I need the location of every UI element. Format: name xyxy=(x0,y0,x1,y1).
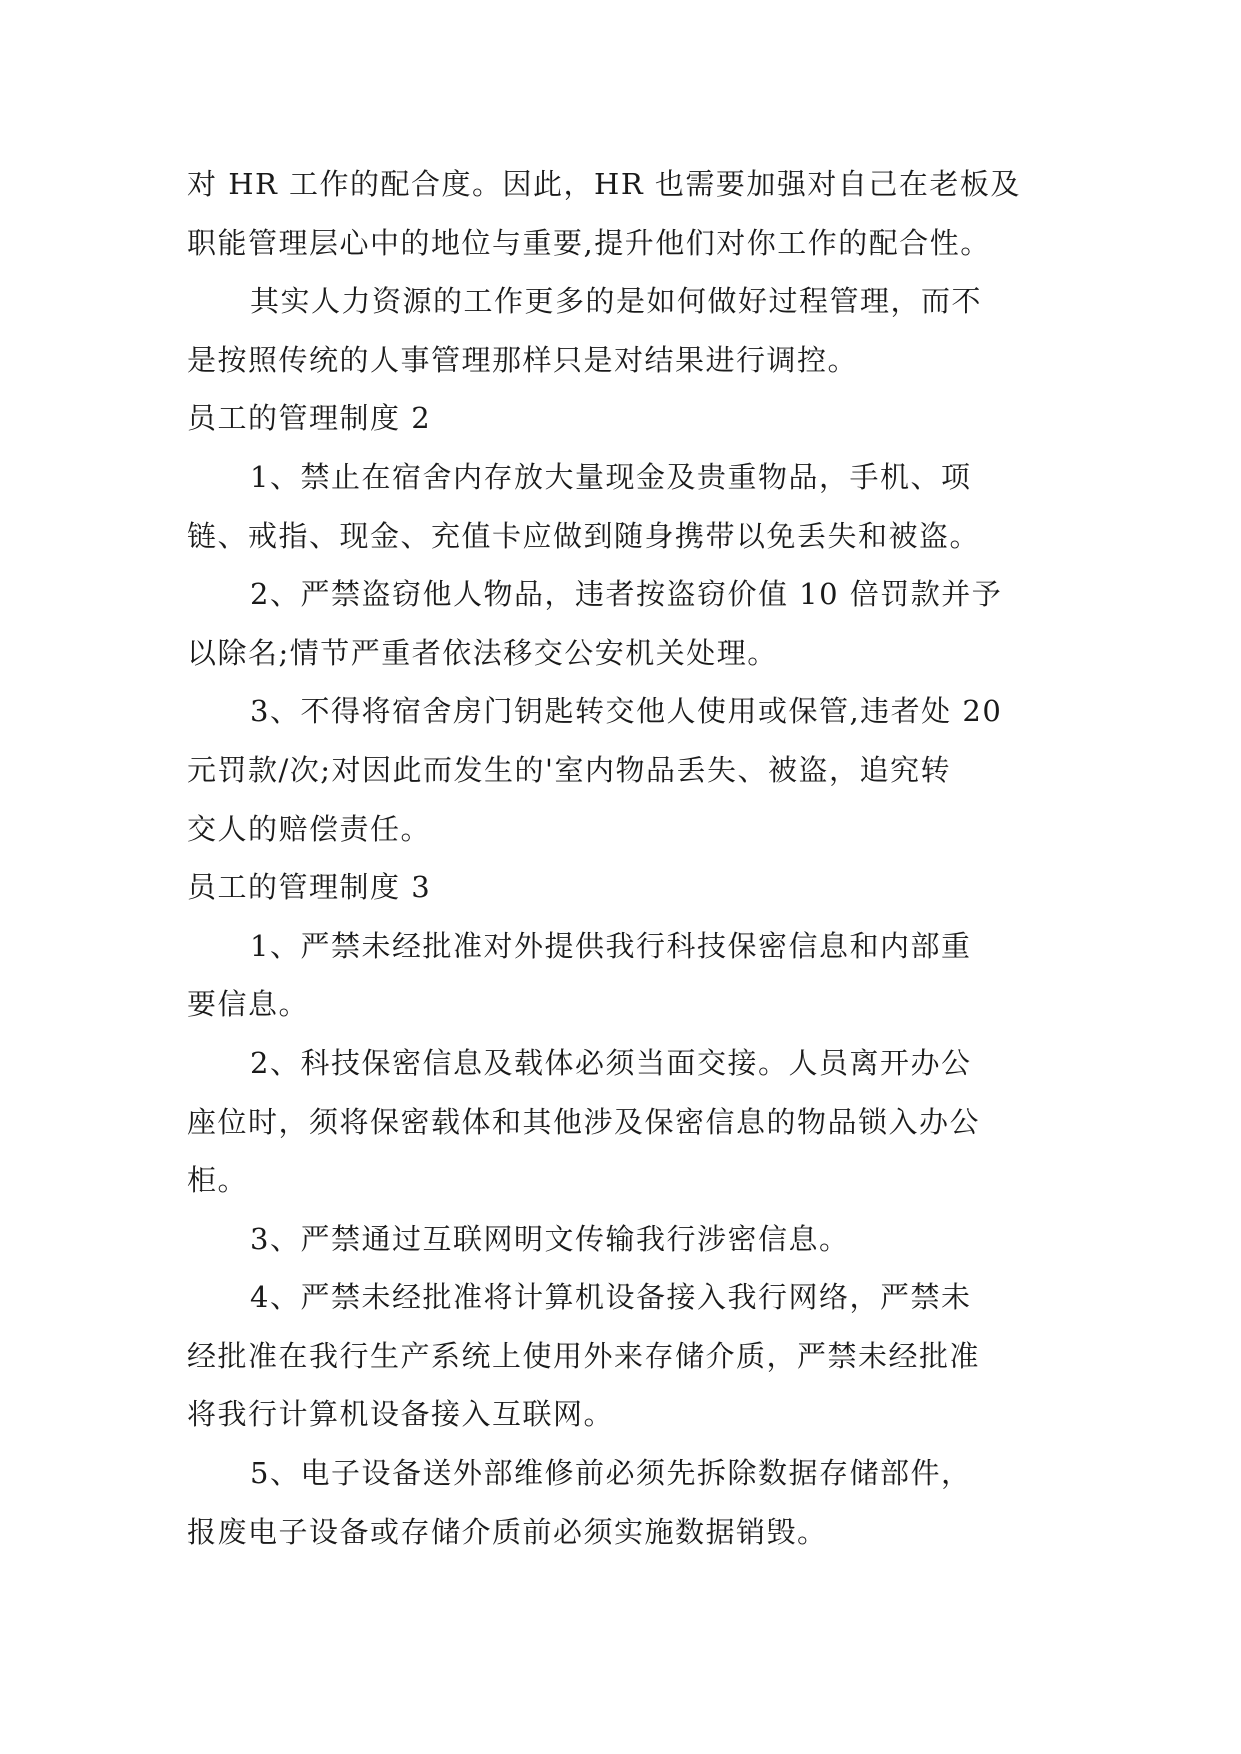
list-item-3: 3、严禁通过互联网明文传输我行涉密信息。 xyxy=(250,1221,850,1256)
body-text-line: 将我行计算机设备接入互联网。 xyxy=(187,1397,615,1432)
list-item-5: 5、电子设备送外部维修前必须先拆除数据存储部件， xyxy=(250,1456,972,1491)
section-heading: 员工的管理制度 2 xyxy=(187,401,432,436)
body-text-line: 职能管理层心中的地位与重要,提升他们对你工作的配合性。 xyxy=(187,225,991,260)
list-item-1: 1、严禁未经批准对外提供我行科技保密信息和内部重 xyxy=(250,928,972,963)
body-text-line: 经批准在我行生产系统上使用外来存储介质，严禁未经批准 xyxy=(187,1338,981,1373)
body-text-line: 以除名;情节严重者依法移交公安机关处理。 xyxy=(187,635,778,670)
body-text-line: 柜。 xyxy=(187,1163,249,1198)
list-item-2: 2、严禁盗窃他人物品，违者按盗窃价值 10 倍罚款并予 xyxy=(250,577,1003,612)
paragraph-first-line: 其实人力资源的工作更多的是如何做好过程管理，而不 xyxy=(250,284,983,319)
document-body xyxy=(0,155,1241,1561)
body-text-line: 是按照传统的人事管理那样只是对结果进行调控。 xyxy=(187,342,859,377)
section-heading: 员工的管理制度 3 xyxy=(187,870,432,905)
list-item-1: 1、禁止在宿舍内存放大量现金及贵重物品，手机、项 xyxy=(250,459,972,494)
body-text-line: 要信息。 xyxy=(187,987,310,1022)
list-item-4: 4、严禁未经批准将计算机设备接入我行网络，严禁未 xyxy=(250,1280,972,1315)
body-text-line: 链、戒指、现金、充值卡应做到随身携带以免丢失和被盗。 xyxy=(187,518,981,553)
body-text-line: 座位时，须将保密载体和其他涉及保密信息的物品锁入办公 xyxy=(187,1104,981,1139)
body-text-line: 交人的赔偿责任。 xyxy=(187,811,432,846)
body-text-line: 元罚款/次;对因此而发生的'室内物品丢失、被盗，追究转 xyxy=(187,752,952,787)
body-text-line: 报废电子设备或存储介质前必须实施数据销毁。 xyxy=(187,1514,828,1549)
list-item-3: 3、不得将宿舍房门钥匙转交他人使用或保管,违者处 20 xyxy=(250,694,1003,729)
list-item-2: 2、科技保密信息及载体必须当面交接。人员离开办公 xyxy=(250,1045,972,1080)
body-text-line: 对 HR 工作的配合度。因此，HR 也需要加强对自己在老板及 xyxy=(187,167,1021,201)
